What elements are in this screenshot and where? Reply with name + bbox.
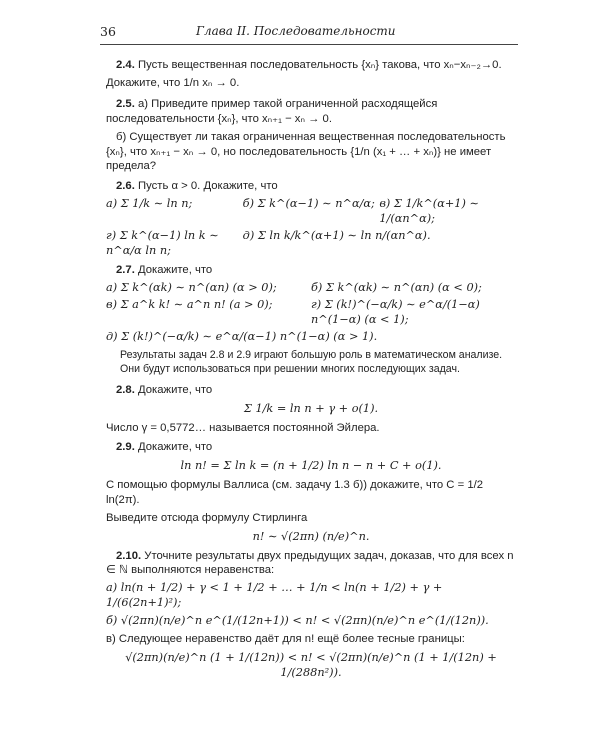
problem-number: 2.8. xyxy=(116,384,135,397)
problem-2-10 xyxy=(106,549,516,579)
item-2-7-a: а) Σ k^(αk) ∼ n^(αn) (α > 0); xyxy=(106,280,277,294)
item-2-6-b: б) Σ k^(α−1) ∼ n^α/α; xyxy=(242,197,375,211)
note: Результаты задач 2.8 и 2.9 играют большую роль в математическом анализе. Они будут использоваться при решении многих последующих задач. xyxy=(120,349,503,376)
page-content xyxy=(106,58,516,685)
problem-2-6-row2 xyxy=(106,229,516,259)
running-header xyxy=(100,22,518,45)
item-2-6-v: в) Σ 1/k^(α+1) ∼ 1/(αn^α); xyxy=(379,197,479,226)
problem-number: 2.7. xyxy=(116,263,135,276)
problem-text: Пусть вещественная последовательность {xₙ} такова, что xₙ−xₙ₋₂→0. xyxy=(137,59,502,71)
formula-2-10-v: √(2πn)(n/e)^n (1 + 1/(12n)) < n! < √(2πn)(n/e)^n (1 + 1/(12n) + 1/(288n²)). xyxy=(125,650,497,679)
item-2-10-a: а) ln(n + 1/2) + γ < 1 + 1/2 + … + 1/n < ln(n + 1/2) + γ + 1/(6(2n+1)²); xyxy=(106,581,443,610)
problem-number: 2.9. xyxy=(116,441,135,454)
stirling-intro: Выведите отсюда формулу Стирлинга xyxy=(106,511,308,524)
problem-2-7-row1 xyxy=(106,281,516,296)
item-2-7-v: в) Σ a^k k! ∼ a^n n! (a > 0); xyxy=(106,297,273,311)
item-2-10-b: б) √(2πn)(n/e)^n e^(1/(12n+1)) < n! < √(2πn)(n/e)^n e^(1/(12n)). xyxy=(106,614,489,628)
problem-number: 2.5. xyxy=(116,97,135,110)
problem-text: Докажите, что xyxy=(137,441,213,454)
problem-2-6-row1 xyxy=(106,197,516,227)
item-2-7-d: д) Σ (k!)^(−α/k) ∼ e^α/(α−1) n^(1−α) (α > 1). xyxy=(106,329,378,343)
problem-number: 2.10. xyxy=(116,549,142,562)
page-number: 36 xyxy=(100,24,116,39)
chapter-title: Глава II. Последовательности xyxy=(196,24,396,38)
problem-text: а) Приведите пример такой ограниченной расходящейся последовательности {xₙ}, что xₙ₊₁ − xₙ → 0. xyxy=(106,97,438,125)
problem-number: 2.4. xyxy=(116,59,135,71)
item-2-7-b: б) Σ k^(αk) ∼ n^(αn) (α < 0); xyxy=(311,280,482,294)
problem-text: Докажите, что xyxy=(137,263,213,276)
euler-constant: Число γ = 0,5772… называется постоянной Эйлера. xyxy=(106,422,380,435)
problem-2-7 xyxy=(106,263,516,278)
problem-2-4 xyxy=(106,58,516,73)
problem-text: Пусть α > 0. Докажите, что xyxy=(137,180,278,193)
item-2-6-g: г) Σ k^(α−1) ln k ∼ n^α/α ln n; xyxy=(106,229,219,257)
problem-2-5a xyxy=(106,97,516,127)
problem-2-7-row3 xyxy=(106,330,516,345)
problem-text: Уточните результаты двух предыдущих задач, доказав, что для всех n ∈ ℕ выполняются неравенства: xyxy=(106,549,514,577)
item-2-10-v: в) Следующее неравенство даёт для n! ещё более тесные границы: xyxy=(106,633,465,646)
problem-2-7-row2 xyxy=(106,298,516,328)
problem-2-4-cont: Докажите, что 1/n xₙ → 0. xyxy=(106,76,240,89)
wallis-text: С помощью формулы Валлиса (см. задачу 1.3 б)) докажите, что C = 1/2 ln(2π). xyxy=(106,478,484,506)
problem-2-8 xyxy=(106,383,516,398)
item-2-7-g: г) Σ (k!)^(−α/k) ∼ e^α/(1−α) n^(1−α) (α < 1); xyxy=(311,297,480,326)
problem-text: Докажите, что xyxy=(137,384,213,397)
problem-2-9 xyxy=(106,440,516,455)
formula-2-8: Σ 1/k = ln n + γ + o(1). xyxy=(243,402,379,416)
problem-number: 2.6. xyxy=(116,180,135,193)
item-2-6-d: д) Σ ln k/k^(α+1) ∼ ln n/(αn^α). xyxy=(242,229,431,243)
item-2-6-a: а) Σ 1/k ∼ ln n; xyxy=(106,197,193,211)
formula-2-9: ln n! = Σ ln k = (n + 1/2) ln n − n + C + o(1). xyxy=(180,458,442,472)
problem-2-6 xyxy=(106,179,516,194)
problem-2-5b: б) Существует ли такая ограниченная вещественная последовательность {xₙ}, что xₙ₊₁ − xₙ → 0, но последовательность {1/n (x₁ + … + xₙ)} не имеет предела? xyxy=(106,130,506,173)
stirling-formula: n! ∼ √(2πn) (n/e)^n. xyxy=(252,529,370,543)
